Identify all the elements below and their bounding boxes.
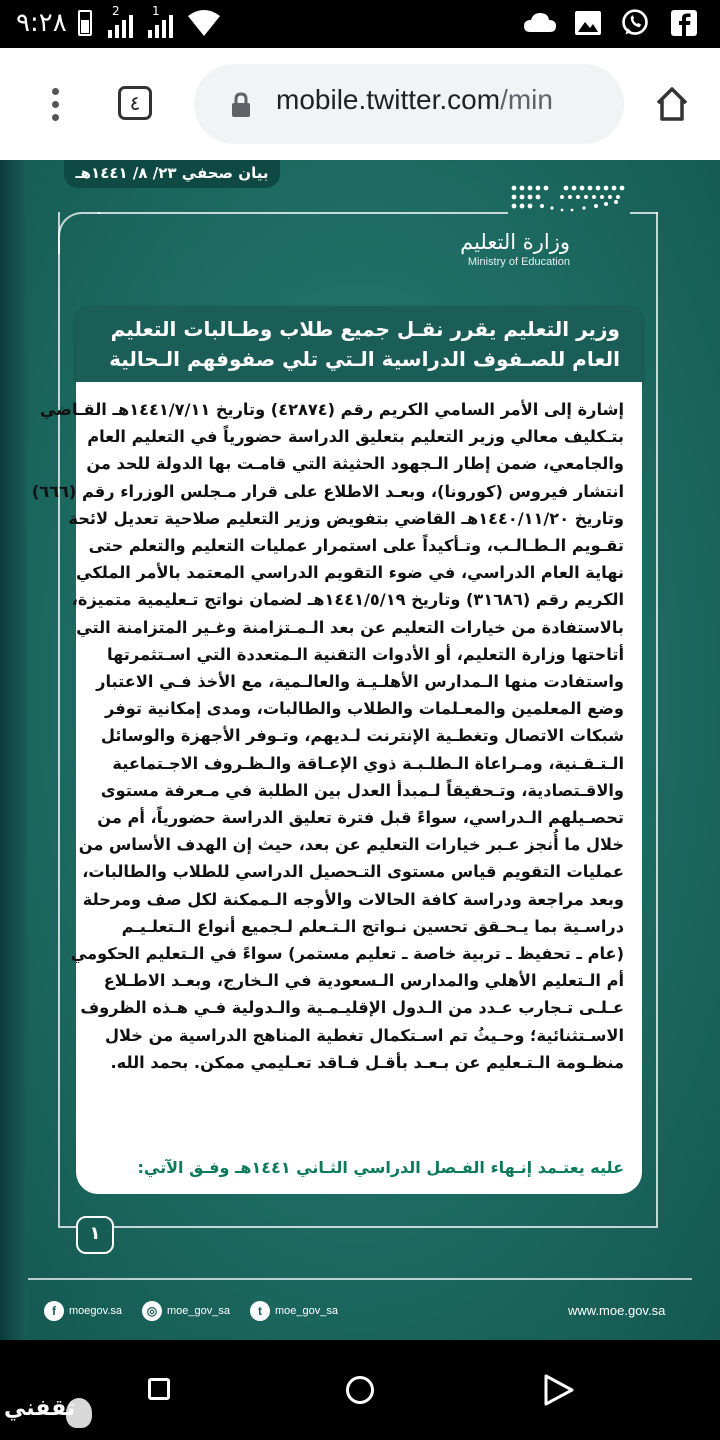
statement-line: دراسـية بما يـحـقق تحسين نـواتج الـتـعلم لـجميع أنواع الـتعلـيـم	[121, 916, 624, 936]
facebook-icon	[670, 8, 698, 38]
statement-line: والجامعي، ضمن إطار الـجهود الحثيثة التي قامـت بها الدولة للحد من	[86, 454, 624, 474]
address-bar[interactable]	[194, 64, 624, 144]
footer-twitter	[250, 1300, 338, 1322]
footer-facebook	[44, 1300, 122, 1322]
statement-date-tag: بيان صحفي ٢٣/ ٨/ ١٤٤١هـ	[64, 160, 280, 188]
wifi-icon	[186, 8, 222, 38]
statement-line: (عام ـ تحفيظ ـ تربية خاصة ـ تعليم مستمر) سواءً في الـتعليم الحكومي	[70, 944, 624, 964]
statement-line: بالاستفادة من خيارات التعليم عن بعد الـمـتزامنة وغـير المتزامنة التي	[76, 617, 624, 637]
browser-toolbar	[0, 48, 720, 160]
home-icon[interactable]	[652, 84, 692, 124]
footer-divider	[28, 1278, 692, 1280]
statement-line: الاسـتثنائية؛ وحـيثُ تم اسـتكمال تغطية المناهج الدراسية من خلال	[104, 1025, 624, 1045]
statement-line: واستفادت منها الـمدارس الأهلـيـة والعالـمية، مع الأخذ فـي الاعتبار	[96, 672, 624, 692]
statement-line: شبكات الاتصال وتغطـية الإنترنت لـديهم، وتـوفر الأجهزة والوسائل	[100, 726, 624, 746]
statement-line: إشارة إلى الأمر السامي الكريم رقم (٤٢٨٧٤) وتاريخ ١٤٤١/٧/١١هـ القـاضي	[39, 400, 624, 419]
status-time: ٩:٢٨	[16, 8, 67, 38]
statement-line: أتاحتها وزارة التعليم، أو الأدوات التقنية الـمتعددة التي اسـتثمرتها	[107, 644, 624, 664]
sim2-label: 2	[112, 4, 120, 18]
statement-line: أم الـتعليم الأهلي والمدارس الـسعودية في الـخارج، وبعـد الاطـلاع	[103, 971, 624, 991]
url-path: /min	[500, 84, 553, 115]
twitter-handle: moe_gov_sa	[275, 1305, 338, 1317]
statement-line: وبعد مراجعة ودراسة كافة الحالات والأوجه الـممكنة لكل صف ومرحلة	[82, 889, 624, 909]
image-edge	[0, 160, 28, 1340]
statement-line: الكريم رقم (٣١٦٨٦) وتاريخ ١٤٤١/٥/١٩هـ لضمان نواتج تـعليمية متميزة،	[71, 590, 624, 610]
recent-apps-button[interactable]	[148, 1378, 170, 1400]
statement-line: انتشار فيروس (كورونا)، وبعـد الاطلاع على قرار مـجلس الوزراء رقم (٦٦٦)	[31, 481, 624, 501]
statement-body	[31, 382, 642, 1194]
gallery-icon	[574, 8, 602, 38]
whatsapp-icon	[618, 8, 652, 38]
statement-text	[31, 396, 624, 1076]
ministry-logo-icon	[506, 180, 626, 220]
page-number-badge: ١	[76, 1216, 114, 1254]
instagram-icon: ◎	[142, 1301, 162, 1321]
watermark-text: ثقفني	[4, 1396, 76, 1421]
statement-line: منظـومة الـتـعليم عن بـعـد بأقـل فـاقد تعـليمي ممكن. بحمد الله.	[110, 1052, 624, 1072]
instagram-handle: moe_gov_sa	[167, 1305, 230, 1317]
statement-line: نهاية العام الدراسي، في ضوء التقويم الدراسي المعتمد بالأمر الملكي	[75, 563, 624, 583]
overflow-menu-icon[interactable]	[44, 88, 68, 122]
headline: وزير التعليم يقرر نقـل جميع طلاب وطـالبات التعليم العام للصـفوف الدراسية الـتي تلي صفوفهم الـحالية	[109, 317, 620, 371]
cloud-icon	[522, 8, 558, 38]
url-host: mobile.twitter.com	[276, 84, 501, 115]
statement-line: وضع المعلمين والمعـلمات والطلاب والطالبات، ومدى إمكانية توفر	[105, 699, 624, 719]
headline-box	[76, 306, 642, 382]
back-button[interactable]	[540, 1372, 576, 1408]
twitter-icon: t	[250, 1301, 270, 1321]
statement-line: تقـويم الـطـالـب، وتـأكيداً على استمرار عمليات التعليم والتعلم حتى	[88, 536, 624, 556]
ministry-name-arabic: وزارة التعليم	[460, 230, 570, 254]
statement-line: الـتـقـنية، ومـراعاة الـطلـبـة ذوي الإعـاقة والـظـروف الاجـتماعية	[112, 753, 624, 773]
url-text	[276, 84, 553, 116]
statement-line: وتاريخ ١٤٤٠/١١/٢٠هـ القاضي بتفويض وزير التعليم صلاحية تعديل لائحة	[68, 508, 624, 528]
statement-conclusion: عليه يعتـمد إنـهاء الفـصل الدراسي الثـاني ١٤٤١هـ وفـق الآتي:	[137, 1158, 624, 1177]
footer-website: www.moe.gov.sa	[568, 1303, 666, 1318]
tab-switcher-button[interactable]: ٤	[118, 86, 152, 120]
facebook-icon: f	[44, 1301, 64, 1321]
sim1-label: 1	[152, 4, 160, 18]
lock-icon	[230, 92, 252, 118]
status-bar	[0, 0, 720, 48]
facebook-handle: moegov.sa	[69, 1305, 122, 1317]
statement-line: تحصـيلهم الـدراسي، سواءً قبل فترة تعليق الدراسة حضورياً، أم من	[97, 808, 624, 828]
statement-line: والاقـتصادية، وتـحقيقاً لـمبدأ العدل بين الطلبة في مـعرفة مستوى	[100, 780, 624, 800]
system-navigation-bar	[0, 1340, 720, 1440]
statement-line: بتـكليف معالي وزير التعليم بتعليق الدراسة حضورياً في التعليم العام	[87, 427, 624, 447]
statement-line: خلال ما أُنجز عـبر خيارات التعليم عن بعد، حيث إن الهدف الأساس من	[78, 835, 624, 855]
footer-instagram	[142, 1300, 230, 1322]
ministry-name-english: Ministry of Education	[467, 256, 570, 268]
statement-line: عـلـى تـجارب عـدد من الـدول الإقليـمـية والـدولية فـي هـذه الظروف	[80, 998, 624, 1018]
battery-icon	[78, 10, 92, 36]
statement-line: عمليات التقويم قياس مستوى التـحصيل الدراسي للطلاب والطالبات،	[82, 862, 624, 882]
press-release-image	[0, 160, 720, 1340]
home-button[interactable]	[346, 1376, 374, 1404]
